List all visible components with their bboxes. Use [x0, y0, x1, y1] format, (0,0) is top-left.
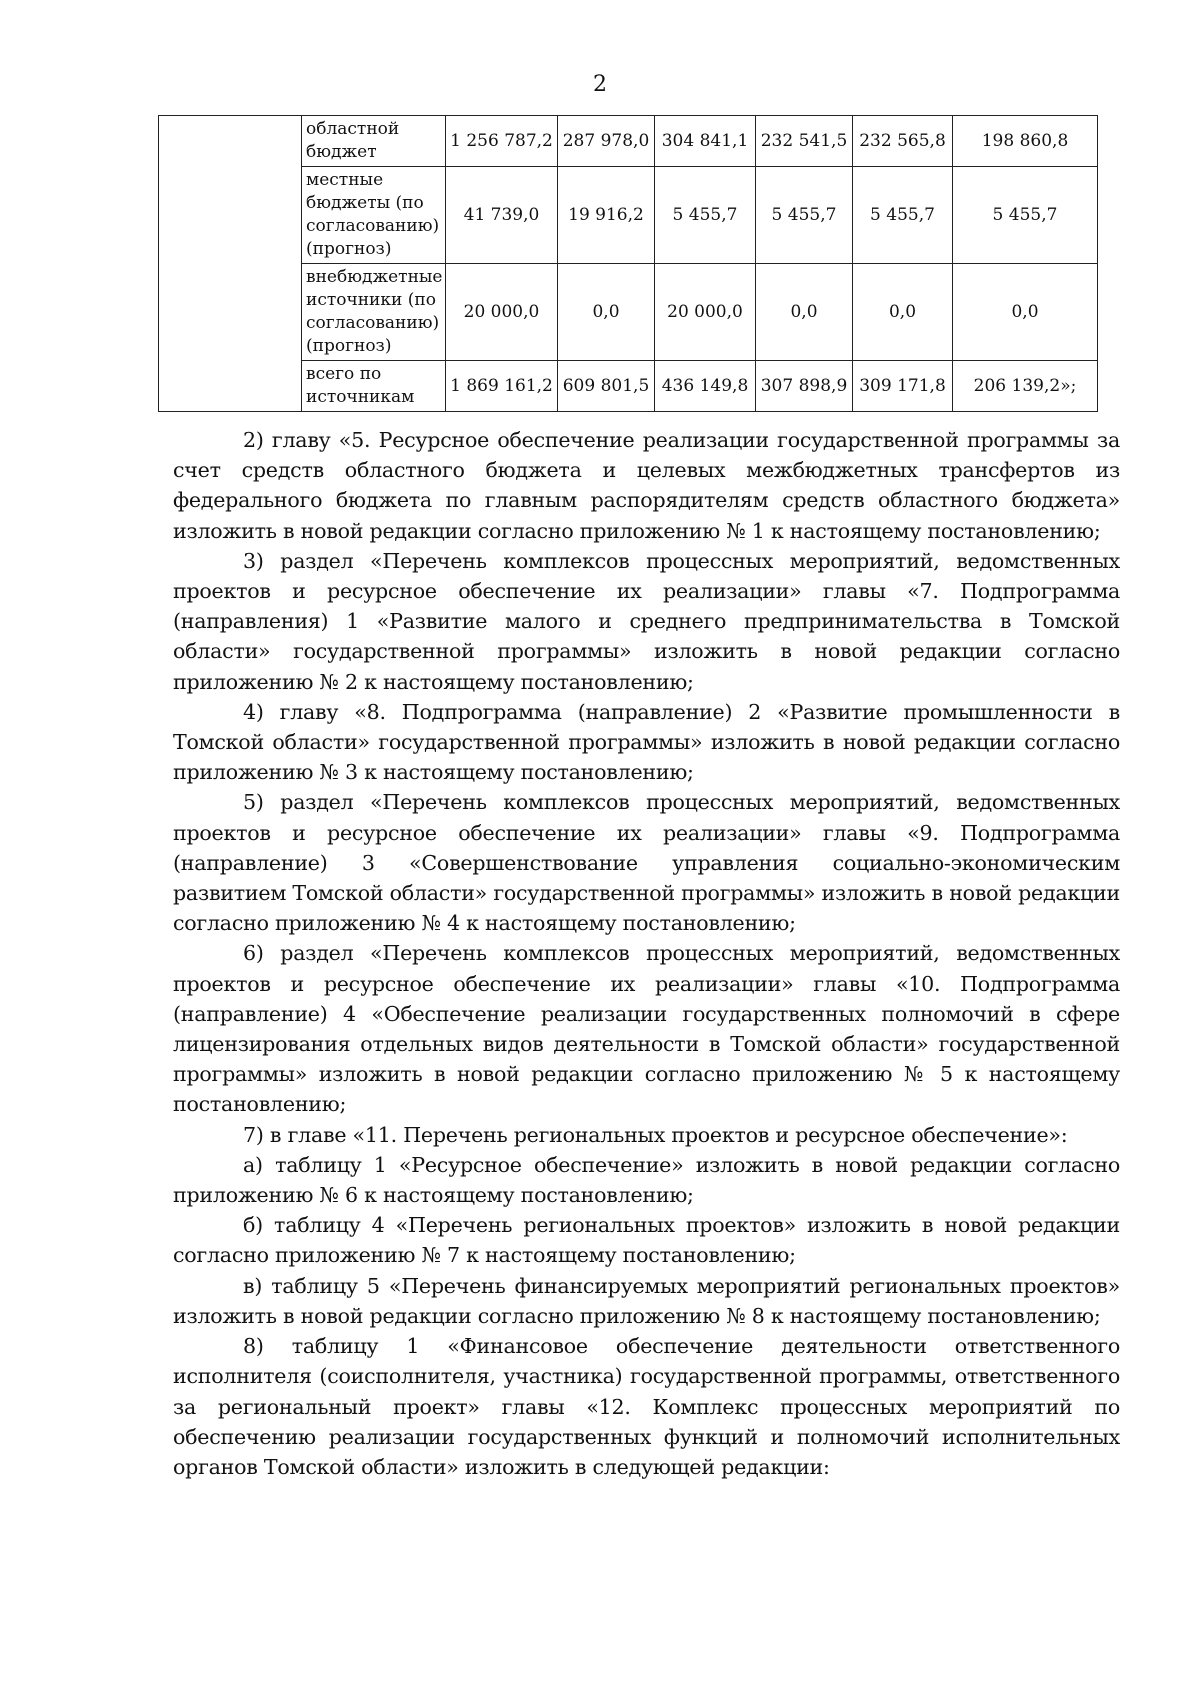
value-cell: 0,0: [953, 264, 1098, 361]
source-label: местные бюджеты (по согласованию) (прогноз): [302, 167, 446, 264]
merged-empty-cell: [159, 116, 302, 412]
paragraph: а) таблицу 1 «Ресурсное обеспечение» изложить в новой редакции согласно приложению № 6 к настоящему постановлению;: [173, 1152, 1120, 1208]
value-cell: 19 916,2: [558, 167, 655, 264]
table-row: [159, 116, 1098, 167]
value-cell: 0,0: [558, 264, 655, 361]
paragraph: в) таблицу 5 «Перечень финансируемых мероприятий региональных проектов» изложить в новой редакции согласно приложению № 8 к настоящему постановлению;: [173, 1273, 1120, 1328]
value-cell: 304 841,1: [655, 116, 756, 167]
source-label: областной бюджет: [302, 116, 446, 167]
value-cell: 1 869 161,2: [446, 361, 558, 412]
value-cell: 232 541,5: [756, 116, 853, 167]
value-cell: 0,0: [853, 264, 953, 361]
page-number: 2: [593, 72, 607, 97]
paragraph: 7) в главе «11. Перечень региональных проектов и ресурсное обеспечение»:: [243, 1122, 1068, 1147]
value-cell: 5 455,7: [853, 167, 953, 264]
value-cell: 609 801,5: [558, 361, 655, 412]
value-cell: 287 978,0: [558, 116, 655, 167]
source-label: внебюджетные источники (по согласованию) (прогноз): [302, 264, 446, 361]
value-cell: 5 455,7: [655, 167, 756, 264]
paragraph: 8) таблицу 1 «Финансовое обеспечение деятельности ответственного исполнителя (соисполнителя, участника) государственной программы, ответственного за региональный проект» главы «12. Комплекс процессных мероприятий по обеспечению реализации государственных функций и полномочий исполнительных органов Томской области» изложить в следующей редакции:: [173, 1334, 1120, 1479]
paragraph: 2) главу «5. Ресурсное обеспечение реализации государственной программы за счет средств областного бюджета и целевых межбюджетных трансфертов из федерального бюджета по главным распорядителям средств областного бюджета» изложить в новой редакции согласно приложению № 1 к настоящему постановлению;: [173, 428, 1120, 543]
financing-table: [158, 115, 1098, 412]
value-cell: 41 739,0: [446, 167, 558, 264]
value-cell: 20 000,0: [446, 264, 558, 361]
document-body: [173, 425, 1120, 1482]
source-label: всего по источникам: [302, 361, 446, 412]
value-cell: 436 149,8: [655, 361, 756, 412]
value-cell: 198 860,8: [953, 116, 1098, 167]
value-cell: 5 455,7: [953, 167, 1098, 264]
value-cell: 1 256 787,2: [446, 116, 558, 167]
value-cell: 20 000,0: [655, 264, 756, 361]
paragraph: 5) раздел «Перечень комплексов процессных мероприятий, ведомственных проектов и ресурсное обеспечение их реализации» главы «9. Подпрограмма (направление) 3 «Совершенствование управления социально-экономическим развитием Томской области» государственной программы» изложить в новой редакции согласно приложению № 4 к настоящему постановлению;: [173, 790, 1120, 936]
paragraph: 6) раздел «Перечень комплексов процессных мероприятий, ведомственных проектов и ресурсное обеспечение их реализации» главы «10. Подпрограмма (направление) 4 «Обеспечение реализации государственных полномочий в сфере лицензирования отдельных видов деятельности в Томской области» государственной программы» изложить в новой редакции согласно приложению № 5 к настоящему постановлению;: [173, 941, 1120, 1117]
value-cell: 5 455,7: [756, 167, 853, 264]
paragraph: 4) главу «8. Подпрограмма (направление) 2 «Развитие промышленности в Томской области» государственной программы» изложить в новой редакции согласно приложению № 3 к настоящему постановлению;: [173, 699, 1120, 785]
paragraph: 3) раздел «Перечень комплексов процессных мероприятий, ведомственных проектов и ресурсное обеспечение их реализации» главы «7. Подпрограмма (направления) 1 «Развитие малого и среднего предпринимательства в Томской области» государственной программы» изложить в новой редакции согласно приложению № 2 к настоящему постановлению;: [173, 548, 1120, 694]
value-cell: 309 171,8: [853, 361, 953, 412]
value-cell: 232 565,8: [853, 116, 953, 167]
value-cell: 0,0: [756, 264, 853, 361]
paragraph: б) таблицу 4 «Перечень региональных проектов» изложить в новой редакции согласно приложению № 7 к настоящему постановлению;: [173, 1213, 1120, 1268]
value-cell: 307 898,9: [756, 361, 853, 412]
value-cell: 206 139,2»;: [953, 361, 1098, 412]
